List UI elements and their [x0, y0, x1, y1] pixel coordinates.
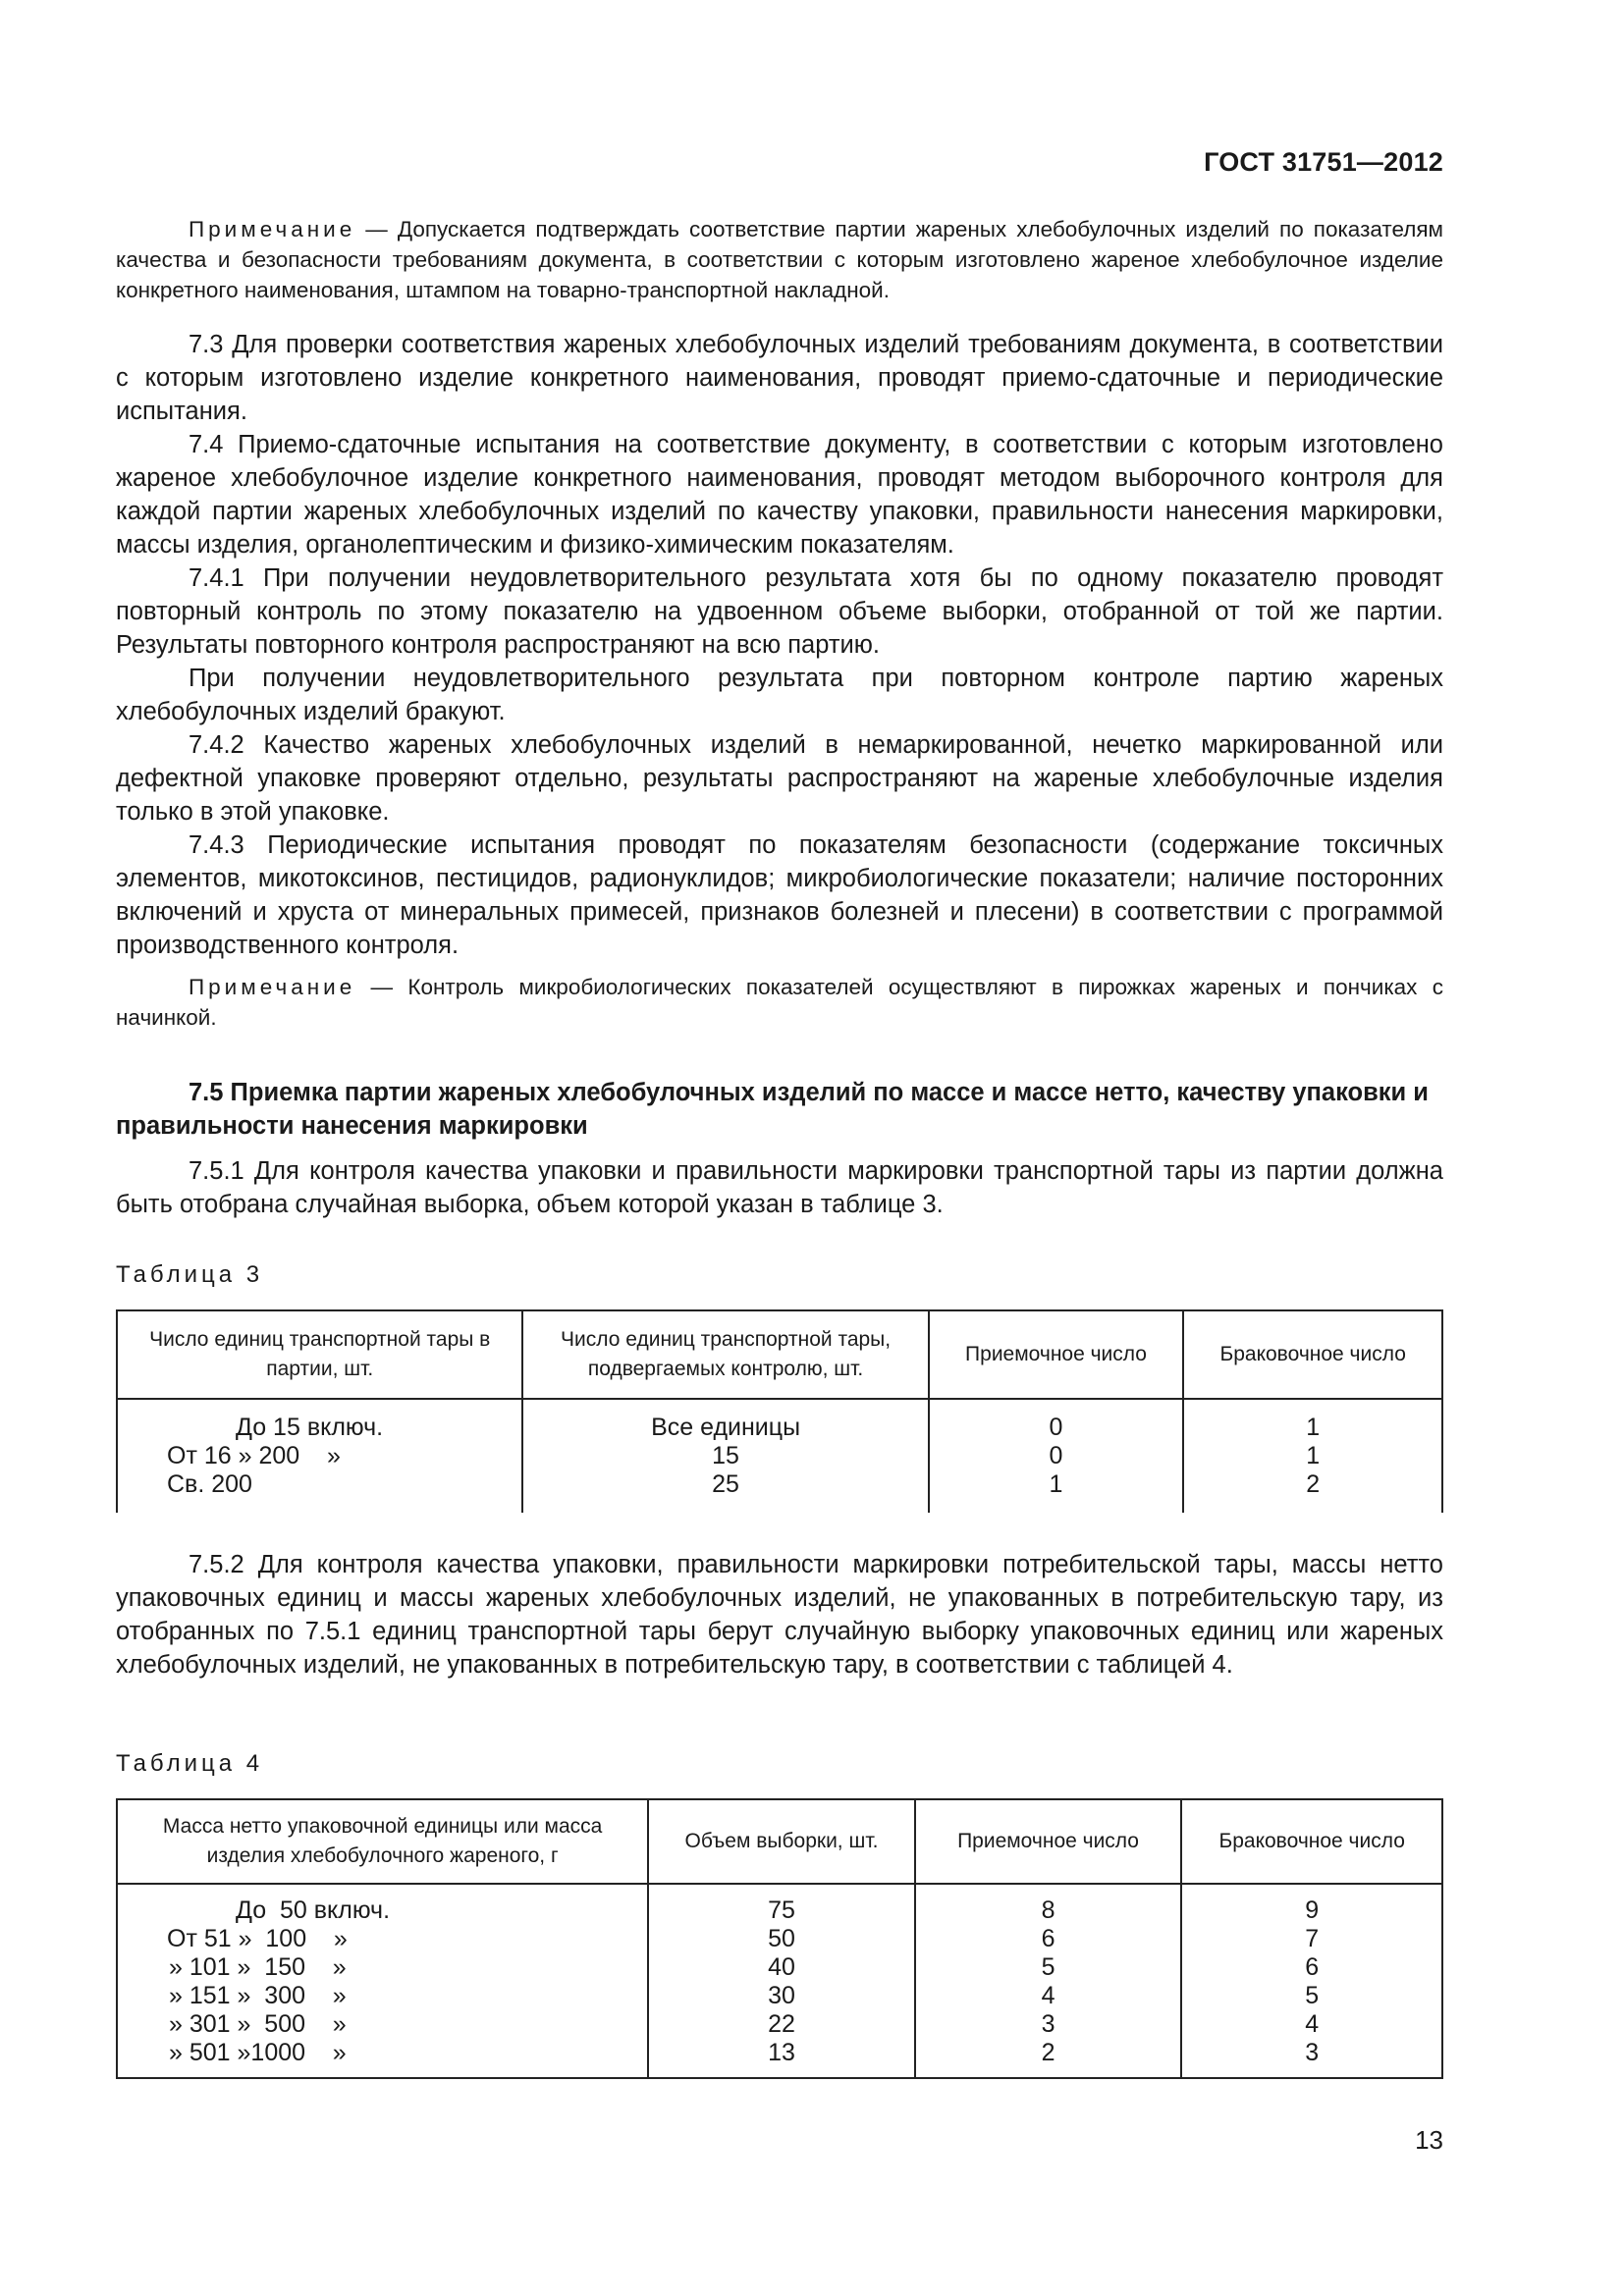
- cell: » 101 » 150 »: [169, 1953, 347, 1981]
- cell: 8: [1041, 1896, 1055, 1924]
- table-3-caption: Таблица 3: [116, 1261, 264, 1288]
- table-4: [116, 1798, 1443, 2079]
- cell: 4: [1041, 1982, 1055, 2009]
- paragraph-7-5-1: 7.5.1 Для контроля качества упаковки и правильности маркировки транспортной тары из партии должна быть отобрана случайная выборка, объем которой указан в таблице 3.: [116, 1157, 1443, 1218]
- table-4-header: Масса нетто упаковочной единицы или масса изделия хлебобулочного жареного, г: [117, 1799, 648, 1884]
- note-text: — Допускается подтверждать соответствие партии жареных хлебобулочных изделий по показателям качества и безопасности требованиям документа, в соответствии с которым изготовлено жареное хлебобулочное изделие конкретного наименования, штампом на товарно-транспортной накладной.: [116, 217, 1443, 302]
- cell: Св. 200: [167, 1470, 252, 1498]
- section-7-5: [116, 1076, 1443, 1221]
- note-2: [116, 972, 1443, 1033]
- cell: 50: [768, 1925, 795, 1952]
- page-number: 13: [1415, 2125, 1443, 2155]
- cell: 25: [712, 1470, 739, 1498]
- table-3-header: Число единиц транспортной тары, подвергаемых контролю, шт.: [522, 1310, 928, 1399]
- cell: 6: [1041, 1925, 1055, 1952]
- note-label: Примечание: [189, 217, 356, 241]
- cell: » 501 »1000 »: [169, 2039, 347, 2066]
- table-4-caption-wrap: [116, 1750, 263, 1778]
- cell: 5: [1305, 1982, 1320, 2009]
- cell: 1: [1306, 1414, 1321, 1441]
- cell: 3: [1041, 2010, 1055, 2038]
- document-code: ГОСТ 31751—2012: [1204, 147, 1443, 177]
- table-3-header: Браковочное число: [1183, 1310, 1442, 1399]
- cell: 15: [712, 1442, 739, 1469]
- table-3-header: Приемочное число: [929, 1310, 1184, 1399]
- cell: 75: [768, 1896, 795, 1924]
- note-block-2: [116, 972, 1443, 1033]
- table-row: [117, 1925, 1442, 1953]
- table-row: [117, 1470, 1442, 1513]
- cell: 2: [1041, 2039, 1055, 2066]
- cell: 40: [768, 1953, 795, 1981]
- cell: 1: [1049, 1470, 1063, 1498]
- cell: » 151 » 300 »: [169, 1982, 347, 2009]
- cell: 0: [1049, 1442, 1063, 1469]
- cell: 4: [1305, 2010, 1320, 2038]
- paragraph-7-4-3: 7.4.3 Периодические испытания проводят по показателям безопасности (содержание токсичных элементов, микотоксинов, пестицидов, радионуклидов; микробиологические показатели; наличие посторонних включений и хруста от минеральных примесей, признаков болезней и плесени) в соответствии с программой производственного контроля.: [116, 831, 1443, 959]
- table-4-header: Браковочное число: [1181, 1799, 1442, 1884]
- table-4-header: Приемочное число: [915, 1799, 1182, 1884]
- note-block-1: [116, 214, 1443, 305]
- cell: » 301 » 500 »: [169, 2010, 347, 2038]
- paragraph-7-4-1-cont: При получении неудовлетворительного результата при повторном контроле партию жареных хлебобулочных изделий бракуют.: [116, 665, 1443, 725]
- note-label: Примечание: [189, 975, 356, 999]
- cell: От 16 » 200 »: [167, 1442, 341, 1469]
- cell: 22: [768, 2010, 795, 2038]
- cell: 3: [1305, 2039, 1320, 2066]
- table-row: [117, 1884, 1442, 1925]
- paragraph-7-5-2: 7.5.2 Для контроля качества упаковки, правильности маркировки потребительской тары, массы нетто упаковочных единиц и массы жареных хлебобулочных изделий, не упакованных в потребительскую тару, из отобранных по 7.5.1 единиц транспортной тары берут случайную выборку упаковочных единиц или жареных хлебобулочных изделий, не упакованных в потребительскую тару, в соответствии с таблицей 4.: [116, 1551, 1443, 1679]
- cell: 30: [768, 1982, 795, 2009]
- table-row: [117, 2039, 1442, 2078]
- table-3: [116, 1309, 1443, 1513]
- table-row: [117, 1442, 1442, 1470]
- cell: 5: [1041, 1953, 1055, 1981]
- table-row: [117, 1982, 1442, 2010]
- paragraph-7-4-1: 7.4.1 При получении неудовлетворительного результата хотя бы по одному показателю проводят повторный контроль по этому показателю на удвоенном объеме выборки, отобранной от той же партии. Результаты повторного контроля распространяют на всю партию.: [116, 564, 1443, 659]
- section-heading: 7.5 Приемка партии жареных хлебобулочных изделий по массе и массе нетто, качеству упаковки и правильности нанесения маркировки: [116, 1079, 1429, 1140]
- table-3-header: Число единиц транспортной тары в партии, шт.: [117, 1310, 522, 1399]
- cell: От 51 » 100 »: [167, 1925, 348, 1952]
- cell: 2: [1306, 1470, 1321, 1498]
- section-7-5-2: [116, 1548, 1443, 1682]
- table-3-caption-wrap: [116, 1261, 263, 1289]
- cell: 13: [768, 2039, 795, 2066]
- table-row: [117, 1953, 1442, 1982]
- note-text: — Контроль микробиологических показателей осуществляют в пирожках жареных и пончиках с начинкой.: [116, 975, 1443, 1030]
- note-1: [116, 214, 1443, 305]
- paragraph-7-4-2: 7.4.2 Качество жареных хлебобулочных изделий в немаркированной, нечетко маркированной или дефектной упаковке проверяют отдельно, результаты распространяют на жареные хлебобулочные изделия только в этой упаковке.: [116, 731, 1443, 826]
- table-row: [117, 1399, 1442, 1442]
- cell: До 15 включ.: [236, 1414, 384, 1441]
- cell: 1: [1306, 1442, 1321, 1469]
- cell: Все единицы: [651, 1414, 801, 1441]
- cell: До 50 включ.: [236, 1896, 391, 1924]
- cell: 7: [1305, 1925, 1320, 1952]
- cell: 9: [1305, 1896, 1320, 1924]
- table-4-header: Объем выборки, шт.: [648, 1799, 915, 1884]
- table-4-caption: Таблица 4: [116, 1750, 264, 1777]
- paragraph-7-4: 7.4 Приемо-сдаточные испытания на соответствие документу, в соответствии с которым изготовлено жареное хлебобулочное изделие конкретного наименования, проводят методом выборочного контроля для каждой партии жареных хлебобулочных изделий по качеству упаковки, правильности нанесения маркировки, массы изделия, органолептическим и физико-химическим показателям.: [116, 431, 1443, 559]
- table-row: [117, 2010, 1442, 2039]
- cell: 6: [1305, 1953, 1320, 1981]
- paragraph-7-3: 7.3 Для проверки соответствия жареных хлебобулочных изделий требованиям документа, в соответствии с которым изготовлено изделие конкретного наименования, проводят приемо-сдаточные и периодические испытания.: [116, 331, 1443, 425]
- paragraphs-block: [116, 328, 1443, 962]
- cell: 0: [1049, 1414, 1063, 1441]
